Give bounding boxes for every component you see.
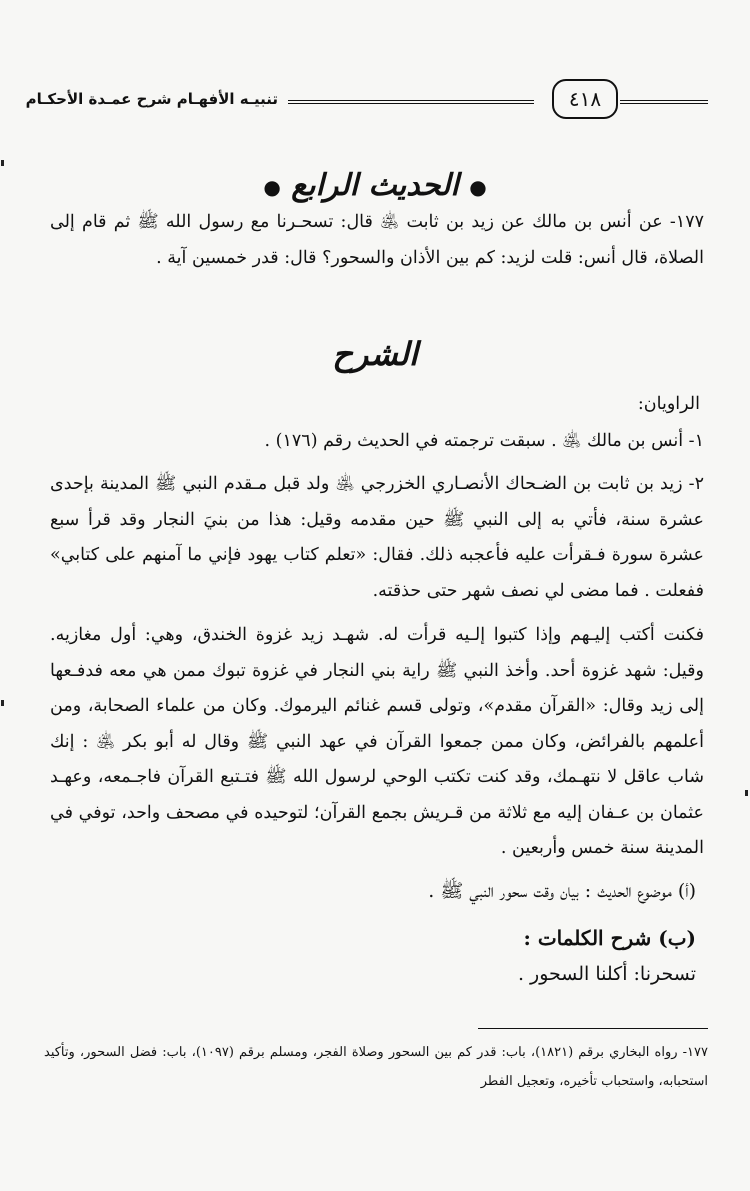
running-header-title: تنبيـه الأفهـام شرح عمـدة الأحكـام bbox=[25, 90, 278, 108]
narrator-1-block bbox=[50, 424, 704, 460]
hadith-title-text: الحديث الرابع bbox=[291, 168, 459, 203]
header-rule-right bbox=[620, 100, 708, 104]
bullet-icon: ● bbox=[263, 175, 281, 199]
words-heading: (ب) شرح الكلمات : bbox=[523, 926, 696, 950]
scan-mark bbox=[745, 790, 748, 796]
narrator-1-text: ١- أنس بن مالك ﵁ . سبقت ترجمته في الحديث رقم (١٧٦) . bbox=[264, 431, 704, 451]
word-definition: تسحرنا: أكلنا السحور . bbox=[517, 963, 696, 985]
scan-mark bbox=[1, 700, 4, 706]
page-number-badge: ٤١٨ bbox=[552, 79, 618, 119]
hadith-text-block bbox=[50, 205, 704, 276]
bullet-icon: ● bbox=[469, 175, 487, 199]
hadith-text: ١٧٧- عن أنس بن مالك عن زيد بن ثابت ﵁ قال: تسحـرنا مع رسول الله ﷺ ثم قام إلى الصلاة، قال أنس: قلت لزيد: كم بين الأذان والسحور؟ قال: قدر خمسين آية . bbox=[50, 212, 704, 268]
narrator-2-continued-block bbox=[50, 618, 704, 867]
hadith-title bbox=[0, 168, 750, 203]
scan-mark bbox=[1, 160, 4, 166]
header-rule-left bbox=[288, 100, 534, 104]
footnote-block bbox=[44, 1038, 708, 1096]
hadith-topic: (أ) موضوع الحديث : بيان وقت سحور النبي ﷺ . bbox=[428, 880, 696, 902]
narrator-2-text: ٢- زيد بن ثابت بن الضـحاك الأنصـاري الخزرجي ﵁ ولد قبل مـقدم النبي ﷺ المدينة بإحدى عشرة سنة، فأتي به إلى النبي ﷺ حين مقدمه وقيل: هذا من بنيَ النجار وقد قرأ سبع عشرة سورة فـقرأت عليه فأعجبه ذلك. فقال: «تعلم كتاب يهود فإني ما آمنهم على كتابي» ففعلت . فما مضى لي نصف شهر حتى حذقته. bbox=[50, 474, 704, 601]
footnote-text: ١٧٧- رواه البخاري برقم (١٨٢١)، باب: قدر كم بين السحور وصلاة الفجر، ومسلم برقم (١٠٩٧)، باب: فضل السحور، وتأكيد استحبابه، واستحباب تأخيره، وتعجيل الفطر bbox=[44, 1045, 708, 1089]
narrators-heading: الراويان: bbox=[637, 394, 700, 414]
footnote-rule bbox=[478, 1028, 708, 1029]
narrator-2-continued-text: فكنت أكتب إليـهم وإذا كتبوا إلـيه قرأت له. شهـد زيد غزوة الخندق، وهي: أول مغازيه. وقيل: شهد غزوة أحد. وأخذ النبي ﷺ راية بني النجار في غزوة تبوك ممن هي معه فدفـعها إلى زيد وقال: «القرآن مقدم»، وتولى قسم غنائم اليرموك. وكان من علماء الصحابة، ومن أعلمهم بالفرائض، وكان ممن جمعوا القرآن في عهد النبي ﷺ وقال له أبو بكر ﵁ : إنك شاب عاقل لا نتهـمك، وقد كنت تكتب الوحي لرسول الله ﷺ فتـتبع القرآن فاجـمعه، وعهـد عثمان بن عـفان إليه مع ثلاثة من قـريش بجمع القرآن؛ لتوحيده في مصحف واحد، توفي في المدينة سنة خمس وأربعين . bbox=[50, 625, 704, 858]
narrator-2-block bbox=[50, 467, 704, 609]
sharh-title: الشرح bbox=[332, 335, 418, 373]
